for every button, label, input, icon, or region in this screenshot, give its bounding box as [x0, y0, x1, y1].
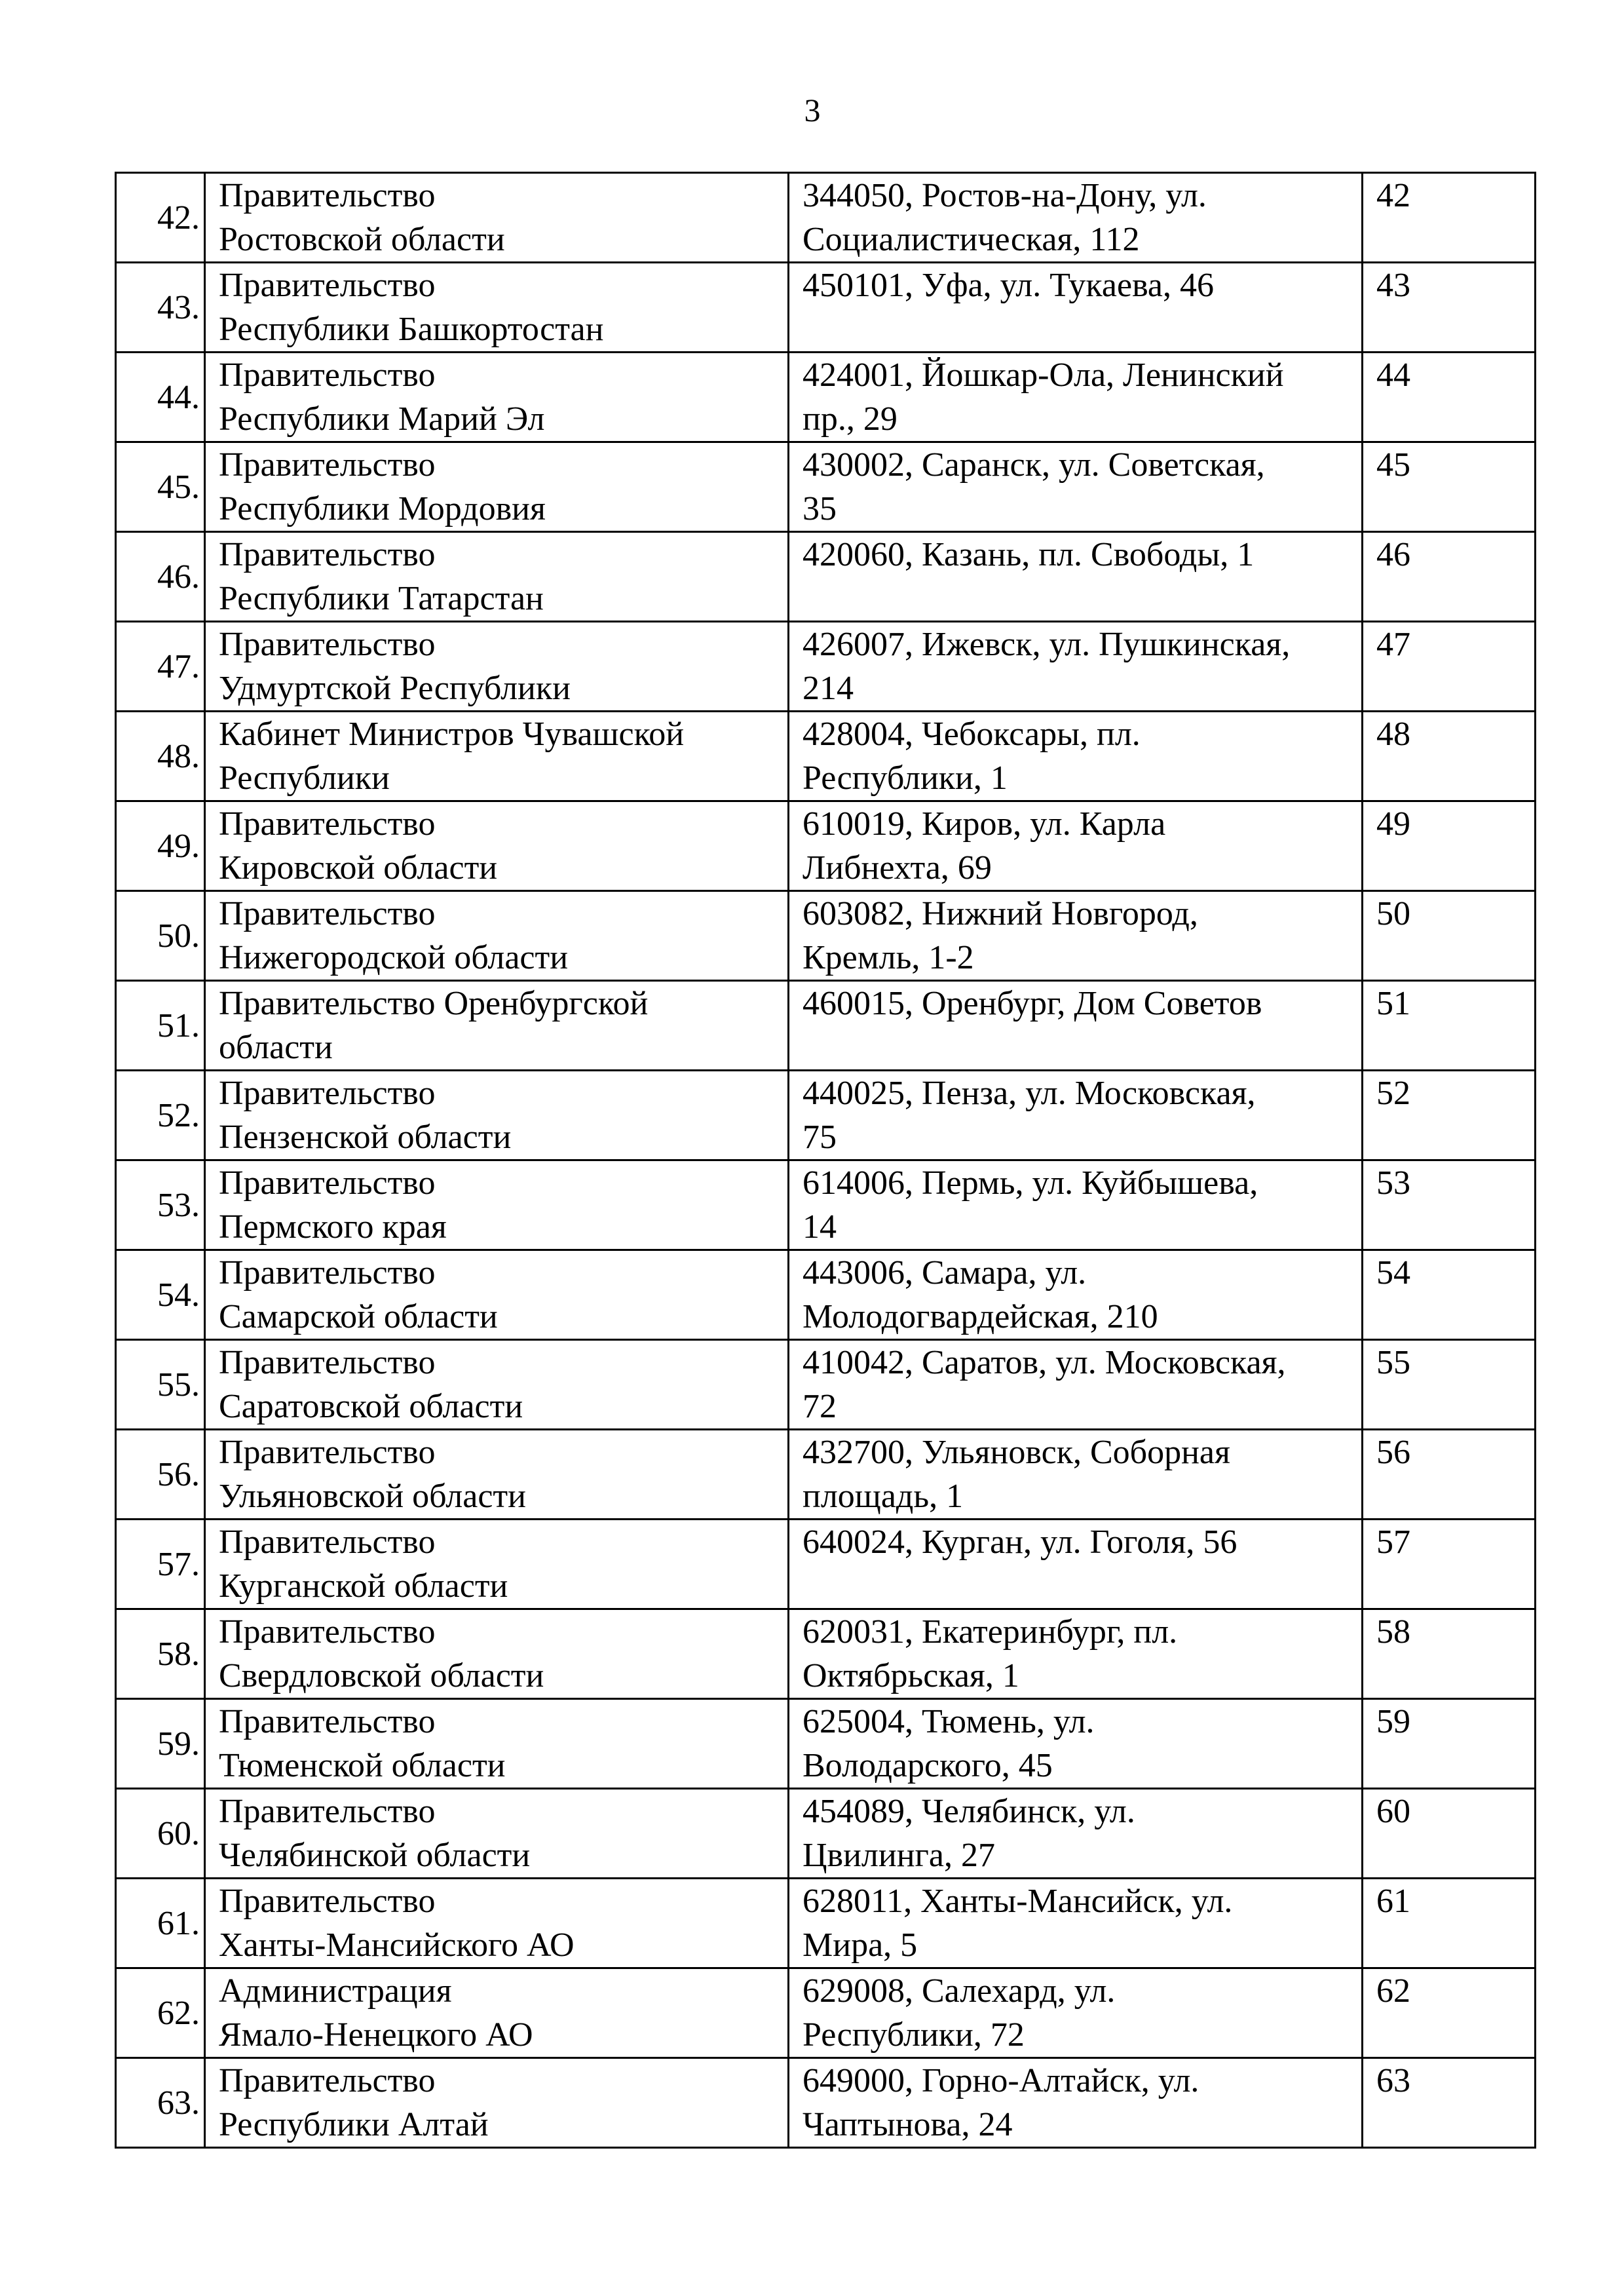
table-row [116, 1609, 1536, 1699]
address-cell [789, 1071, 1363, 1160]
organization-line: Ульяновской области [219, 1478, 526, 1515]
address-line: 424001, Йошкар-Ола, Ленинский [803, 356, 1284, 394]
organization-line: Самарской области [219, 1298, 498, 1335]
address-line: 629008, Салехард, ул. [803, 1972, 1116, 2010]
table-row [116, 532, 1536, 622]
table-row [116, 1160, 1536, 1250]
row-number: 42. [116, 173, 205, 263]
organization-cell [205, 1968, 789, 2058]
address-cell [789, 442, 1363, 532]
address-line: площадь, 1 [803, 1478, 964, 1515]
table-row [116, 1789, 1536, 1879]
organization-cell [205, 442, 789, 532]
table-row [116, 1968, 1536, 2058]
organization-line: Правительство [219, 446, 436, 484]
address-line: пр., 29 [803, 400, 897, 438]
row-number: 44. [116, 353, 205, 442]
row-number: 62. [116, 1968, 205, 2058]
organization-line: Республики Башкортостан [219, 311, 604, 348]
address-line: 72 [803, 1388, 837, 1425]
code-cell: 49 [1363, 801, 1536, 891]
address-line: Республики, 72 [803, 2016, 1025, 2054]
organization-line: Кабинет Министров Чувашской [219, 716, 685, 753]
address-line: 649000, Горно-Алтайск, ул. [803, 2062, 1199, 2099]
address-line: Октябрьская, 1 [803, 1657, 1019, 1694]
row-number: 60. [116, 1789, 205, 1879]
address-line: 35 [803, 490, 837, 527]
address-line: 620031, Екатеринбург, пл. [803, 1613, 1178, 1651]
code-cell: 62 [1363, 1968, 1536, 2058]
table-row [116, 801, 1536, 891]
table-row [116, 353, 1536, 442]
organization-line: Челябинской области [219, 1837, 531, 1874]
table-row [116, 1879, 1536, 1968]
address-cell [789, 622, 1363, 712]
address-cell [789, 712, 1363, 801]
code-cell: 47 [1363, 622, 1536, 712]
address-cell [789, 532, 1363, 622]
row-number: 49. [116, 801, 205, 891]
row-number: 53. [116, 1160, 205, 1250]
address-line: 430002, Саранск, ул. Советская, [803, 446, 1265, 484]
address-line: 14 [803, 1208, 837, 1246]
address-line: 460015, Оренбург, Дом Советов [803, 985, 1262, 1022]
address-cell [789, 263, 1363, 353]
organization-cell [205, 891, 789, 981]
code-cell: 43 [1363, 263, 1536, 353]
code-cell: 63 [1363, 2058, 1536, 2148]
address-line: 214 [803, 670, 854, 707]
table-body [116, 173, 1536, 2148]
organization-line: Правительство [219, 1075, 436, 1112]
row-number: 50. [116, 891, 205, 981]
organization-line: Свердловской области [219, 1657, 544, 1694]
code-cell: 50 [1363, 891, 1536, 981]
organization-cell [205, 1160, 789, 1250]
row-number: 48. [116, 712, 205, 801]
row-number: 63. [116, 2058, 205, 2148]
table-row [116, 2058, 1536, 2148]
organization-cell [205, 1879, 789, 1968]
code-cell: 45 [1363, 442, 1536, 532]
organization-line: Правительство [219, 805, 436, 843]
row-number: 61. [116, 1879, 205, 1968]
code-cell: 53 [1363, 1160, 1536, 1250]
table-row [116, 442, 1536, 532]
organization-line: Пензенской области [219, 1119, 512, 1156]
organization-line: Правительство [219, 1523, 436, 1561]
address-cell [789, 1699, 1363, 1789]
table-row [116, 891, 1536, 981]
organization-line: Правительство [219, 267, 436, 304]
code-cell: 51 [1363, 981, 1536, 1071]
address-line: 603082, Нижний Новгород, [803, 895, 1198, 932]
code-cell: 61 [1363, 1879, 1536, 1968]
code-cell: 56 [1363, 1430, 1536, 1520]
row-number: 54. [116, 1250, 205, 1340]
address-line: 454089, Челябинск, ул. [803, 1793, 1135, 1830]
organization-cell [205, 1340, 789, 1430]
organization-line: Саратовской области [219, 1388, 523, 1425]
address-line: 428004, Чебоксары, пл. [803, 716, 1141, 753]
organization-cell [205, 1699, 789, 1789]
organization-cell [205, 622, 789, 712]
organization-line: Правительство [219, 626, 436, 663]
address-line: Мира, 5 [803, 1926, 918, 1964]
organization-line: Администрация [219, 1972, 452, 2010]
address-cell [789, 801, 1363, 891]
table-row [116, 1520, 1536, 1609]
table-row [116, 173, 1536, 263]
table-row [116, 1250, 1536, 1340]
address-line: 625004, Тюмень, ул. [803, 1703, 1095, 1740]
address-cell [789, 1340, 1363, 1430]
organization-cell [205, 981, 789, 1071]
organization-line: Правительство [219, 356, 436, 394]
table-row [116, 263, 1536, 353]
organization-cell [205, 1071, 789, 1160]
address-line: 344050, Ростов-на-Дону, ул. [803, 177, 1207, 214]
organization-line: области [219, 1029, 333, 1066]
organization-line: Правительство [219, 895, 436, 932]
address-cell [789, 2058, 1363, 2148]
organization-cell [205, 1789, 789, 1879]
organization-line: Правительство [219, 177, 436, 214]
address-cell [789, 1250, 1363, 1340]
organization-cell [205, 712, 789, 801]
code-cell: 52 [1363, 1071, 1536, 1160]
organization-line: Республики Татарстан [219, 580, 544, 617]
organization-line: Правительство [219, 1344, 436, 1381]
table-row [116, 1340, 1536, 1430]
address-cell [789, 891, 1363, 981]
address-line: 420060, Казань, пл. Свободы, 1 [803, 536, 1255, 573]
address-cell [789, 1968, 1363, 2058]
address-cell [789, 1609, 1363, 1699]
organization-line: Правительство [219, 1883, 436, 1920]
address-line: 432700, Ульяновск, Соборная [803, 1434, 1230, 1471]
address-cell [789, 981, 1363, 1071]
organization-cell [205, 1250, 789, 1340]
organization-cell [205, 263, 789, 353]
address-cell [789, 1160, 1363, 1250]
address-line: Либнехта, 69 [803, 849, 992, 887]
code-cell: 58 [1363, 1609, 1536, 1699]
organization-line: Правительство Оренбургской [219, 985, 649, 1022]
organization-cell [205, 532, 789, 622]
address-line: 640024, Курган, ул. Гоголя, 56 [803, 1523, 1237, 1561]
address-cell [789, 353, 1363, 442]
organization-line: Тюменской области [219, 1747, 506, 1784]
address-line: 443006, Самара, ул. [803, 1254, 1087, 1292]
table-row [116, 712, 1536, 801]
table-row [116, 1071, 1536, 1160]
code-cell: 42 [1363, 173, 1536, 263]
organization-line: Правительство [219, 1613, 436, 1651]
address-cell [789, 173, 1363, 263]
organization-cell [205, 2058, 789, 2148]
organization-line: Правительство [219, 1793, 436, 1830]
code-cell: 55 [1363, 1340, 1536, 1430]
organization-line: Ростовской области [219, 221, 505, 258]
organization-cell [205, 1430, 789, 1520]
organization-cell [205, 173, 789, 263]
organization-line: Правительство [219, 536, 436, 573]
row-number: 56. [116, 1430, 205, 1520]
organization-line: Правительство [219, 2062, 436, 2099]
address-cell [789, 1520, 1363, 1609]
organization-line: Правительство [219, 1434, 436, 1471]
address-line: 614006, Пермь, ул. Куйбышева, [803, 1164, 1258, 1202]
organization-line: Ямало-Ненецкого АО [219, 2016, 533, 2054]
organization-line: Правительство [219, 1254, 436, 1292]
address-line: Республики, 1 [803, 759, 1008, 797]
organization-cell [205, 1609, 789, 1699]
address-line: Володарского, 45 [803, 1747, 1053, 1784]
organization-cell [205, 353, 789, 442]
address-line: 410042, Саратов, ул. Московская, [803, 1344, 1286, 1381]
address-line: 610019, Киров, ул. Карла [803, 805, 1166, 843]
address-line: 426007, Ижевск, ул. Пушкинская, [803, 626, 1291, 663]
row-number: 47. [116, 622, 205, 712]
table-row [116, 1430, 1536, 1520]
table-row [116, 981, 1536, 1071]
organization-line: Правительство [219, 1703, 436, 1740]
organization-line: Республики Алтай [219, 2106, 489, 2143]
organization-line: Курганской области [219, 1567, 508, 1605]
row-number: 45. [116, 442, 205, 532]
code-cell: 59 [1363, 1699, 1536, 1789]
organization-line: Кировской области [219, 849, 498, 887]
organization-line: Нижегородской области [219, 939, 569, 976]
organization-cell [205, 801, 789, 891]
organization-line: Удмуртской Республики [219, 670, 571, 707]
row-number: 58. [116, 1609, 205, 1699]
address-cell [789, 1430, 1363, 1520]
code-cell: 60 [1363, 1789, 1536, 1879]
code-cell: 54 [1363, 1250, 1536, 1340]
address-line: 75 [803, 1119, 837, 1156]
organization-line: Республики Марий Эл [219, 400, 545, 438]
address-line: Кремль, 1-2 [803, 939, 974, 976]
row-number: 43. [116, 263, 205, 353]
code-cell: 44 [1363, 353, 1536, 442]
organization-cell [205, 1520, 789, 1609]
address-line: Социалистическая, 112 [803, 221, 1140, 258]
code-cell: 48 [1363, 712, 1536, 801]
address-line: Цвилинга, 27 [803, 1837, 995, 1874]
organization-line: Правительство [219, 1164, 436, 1202]
page-number: 3 [804, 92, 821, 128]
code-cell: 46 [1363, 532, 1536, 622]
code-cell: 57 [1363, 1520, 1536, 1609]
organization-line: Республики [219, 759, 390, 797]
row-number: 52. [116, 1071, 205, 1160]
address-line: Молодогвардейская, 210 [803, 1298, 1158, 1335]
address-line: 450101, Уфа, ул. Тукаева, 46 [803, 267, 1215, 304]
address-line: 440025, Пенза, ул. Московская, [803, 1075, 1256, 1112]
row-number: 55. [116, 1340, 205, 1430]
address-cell [789, 1789, 1363, 1879]
row-number: 51. [116, 981, 205, 1071]
address-cell [789, 1879, 1363, 1968]
table-row [116, 1699, 1536, 1789]
organization-line: Республики Мордовия [219, 490, 546, 527]
address-line: Чаптынова, 24 [803, 2106, 1013, 2143]
row-number: 46. [116, 532, 205, 622]
government-address-table [115, 172, 1536, 2149]
address-line: 628011, Ханты-Мансийск, ул. [803, 1883, 1233, 1920]
row-number: 59. [116, 1699, 205, 1789]
row-number: 57. [116, 1520, 205, 1609]
organization-line: Ханты-Мансийского АО [219, 1926, 575, 1964]
organization-line: Пермского края [219, 1208, 447, 1246]
table-row [116, 622, 1536, 712]
